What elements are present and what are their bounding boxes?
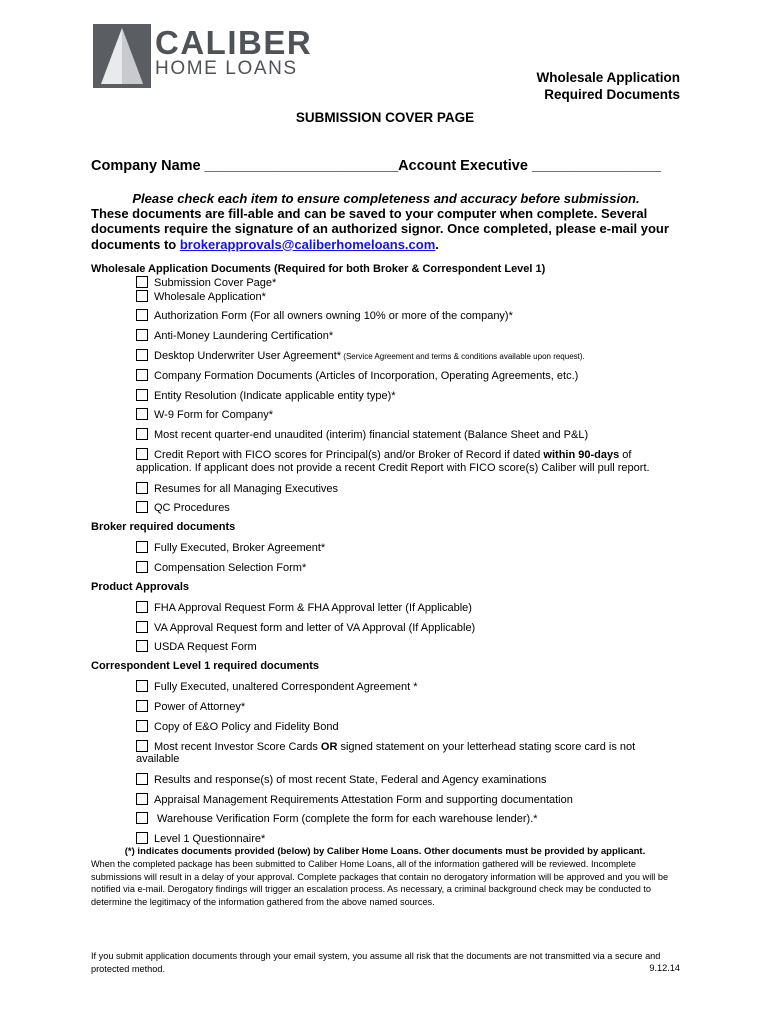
item-comp-selection (136, 561, 306, 575)
checkbox[interactable] (136, 309, 148, 321)
item-label: Warehouse Verification Form (complete the form for each warehouse lender).* (154, 813, 538, 825)
item-label: Results and response(s) of most recent State, Federal and Agency examinations (154, 774, 547, 786)
item-wholesale-app (136, 290, 266, 304)
checkbox[interactable] (136, 832, 148, 844)
item-label: VA Approval Request form and letter of VA Approval (If Applicable) (154, 622, 476, 634)
item-qc (136, 501, 230, 515)
item-authorization (136, 309, 513, 323)
item-note: (Service Agreement and terms & conditions available upon request). (341, 352, 585, 361)
item-label: Copy of E&O Policy and Fidelity Bond (154, 721, 339, 733)
item-label: QC Procedures (154, 502, 230, 514)
checkbox[interactable] (136, 448, 148, 460)
item-usda (136, 640, 257, 654)
instructions (91, 191, 681, 252)
caliber-logo (93, 22, 319, 92)
item-du-agreement (136, 349, 585, 363)
footer-disclaimer: If you submit application documents through your email system, you assume all risk that the documents are not transmitted via a secure and protected method. (91, 951, 661, 974)
checkbox[interactable] (136, 389, 148, 401)
logo-text-home-loans: HOME LOANS (155, 58, 298, 79)
checkbox[interactable] (136, 349, 148, 361)
item-poa (136, 700, 245, 714)
review-note: When the completed package has been submitted to Caliber Home Loans, all of the information gathered will be reviewed. Incomplete submissions will result in a delay of your approval. Complete packages that contain no derogatory information will be approved and you will be notified via e-mail. Derogatory findings will trigger an escalation process. As necessary, a criminal background check may be conducted to determine the legitimacy of the information gathered from the above named sources. (91, 859, 669, 907)
item-label: W-9 Form for Company* (154, 409, 273, 421)
instructions-end: . (435, 236, 439, 252)
item-label: Most recent quarter-end unaudited (interim) financial statement (Balance Sheet and P&L) (154, 429, 589, 441)
checkbox[interactable] (136, 408, 148, 420)
item-label: Resumes for all Managing Executives (154, 483, 339, 495)
item-label: Entity Resolution (Indicate applicable entity type)* (154, 390, 396, 402)
section-wholesale: Wholesale Application Documents (Required for both Broker & Correspondent Level 1) (91, 263, 546, 275)
item-label: USDA Request Form (154, 641, 257, 653)
checkbox[interactable] (136, 640, 148, 652)
item-fha (136, 601, 472, 615)
item-warehouse (136, 812, 538, 826)
item-appraisal (136, 793, 573, 807)
checkbox[interactable] (136, 501, 148, 513)
item-label: Most recent Investor Score Cards (154, 741, 321, 753)
checkbox[interactable] (136, 621, 148, 633)
checkbox[interactable] (136, 482, 148, 494)
item-label: Power of Attorney* (154, 701, 246, 713)
checkbox[interactable] (136, 700, 148, 712)
item-label: Desktop Underwriter User Agreement* (154, 350, 342, 362)
checkbox[interactable] (136, 680, 148, 692)
checkbox[interactable] (136, 740, 148, 752)
item-label: FHA Approval Request Form & FHA Approval letter (If Applicable) (154, 602, 472, 614)
checkbox[interactable] (136, 369, 148, 381)
item-eo (136, 720, 339, 734)
item-resumes (136, 482, 338, 496)
item-submission-cover (136, 276, 276, 290)
item-label: Company Formation Documents (Articles of Incorporation, Operating Agreements, etc.) (154, 370, 579, 382)
item-credit (136, 448, 631, 462)
checkbox[interactable] (136, 561, 148, 573)
checkbox[interactable] (136, 601, 148, 613)
checkbox[interactable] (136, 541, 148, 553)
item-label: Anti-Money Laundering Certification* (154, 330, 334, 342)
required-note: (*) indicates documents provided (below) by Caliber Home Loans. Other documents must be provided by applicant. (124, 846, 646, 857)
item-label: Submission Cover Page* (154, 277, 277, 289)
logo-text-caliber: CALIBER (155, 24, 313, 61)
company-account-line: Company Name ________________________Account Executive ________________ (91, 158, 661, 174)
item-label-end: of (619, 449, 632, 461)
instructions-body: These documents are fill-able and can be saved to your computer when complete. Several documents require the signature of an authorized signor. Once completed, please e-mail your documents to (91, 206, 669, 252)
checkbox[interactable] (136, 276, 148, 288)
instructions-italic: Please check each item to ensure completeness and accuracy before submission. (132, 191, 640, 206)
checkbox[interactable] (136, 428, 148, 440)
email-link[interactable]: brokerapprovals@caliberhomeloans.com (179, 236, 436, 252)
item-investor-continued: available (136, 753, 180, 765)
version-date: 9.12.14 (649, 963, 680, 973)
section-product: Product Approvals (91, 581, 189, 593)
item-entity (136, 389, 396, 403)
checkbox[interactable] (136, 793, 148, 805)
checkbox[interactable] (136, 773, 148, 785)
item-label: Level 1 Questionnaire* (154, 833, 266, 845)
item-label-end: signed statement on your letterhead stating score card is not (337, 741, 636, 753)
item-formation (136, 369, 578, 383)
item-investor (136, 740, 635, 754)
item-label: Wholesale Application* (154, 291, 266, 303)
item-label: Fully Executed, Broker Agreement* (154, 542, 326, 554)
section-broker: Broker required documents (91, 521, 236, 533)
checkbox[interactable] (136, 812, 148, 824)
item-label-bold: OR (320, 741, 338, 753)
item-label: Compensation Selection Form* (154, 562, 307, 574)
item-label: Appraisal Management Requirements Attestation Form and supporting documentation (154, 794, 573, 806)
checkbox[interactable] (136, 720, 148, 732)
item-label: Credit Report with FICO scores for Principal(s) and/or Broker of Record if dated (154, 449, 544, 461)
item-exams (136, 773, 547, 787)
item-aml (136, 329, 333, 343)
header-line-1: Wholesale Application (536, 70, 680, 85)
item-va (136, 621, 475, 635)
item-financial (136, 428, 588, 442)
item-label: Fully Executed, unaltered Correspondent Agreement * (154, 681, 418, 693)
header-line-2: Required Documents (544, 87, 680, 102)
item-corr-agreement (136, 680, 418, 694)
item-label-bold: within 90-days (543, 449, 620, 461)
item-credit-continued: application. If applicant does not provide a recent Credit Report with FICO score(s) Caliber will pull report. (136, 462, 650, 474)
item-broker-agreement (136, 541, 325, 555)
logo-mark-icon (93, 22, 151, 90)
item-label: Authorization Form (For all owners owning 10% or more of the company)* (154, 310, 513, 322)
item-w9 (136, 408, 273, 422)
checkbox[interactable] (136, 290, 148, 302)
checkbox[interactable] (136, 329, 148, 341)
page-title: SUBMISSION COVER PAGE (295, 110, 475, 125)
section-correspondent: Correspondent Level 1 required documents (91, 660, 319, 672)
item-level1 (136, 832, 265, 846)
